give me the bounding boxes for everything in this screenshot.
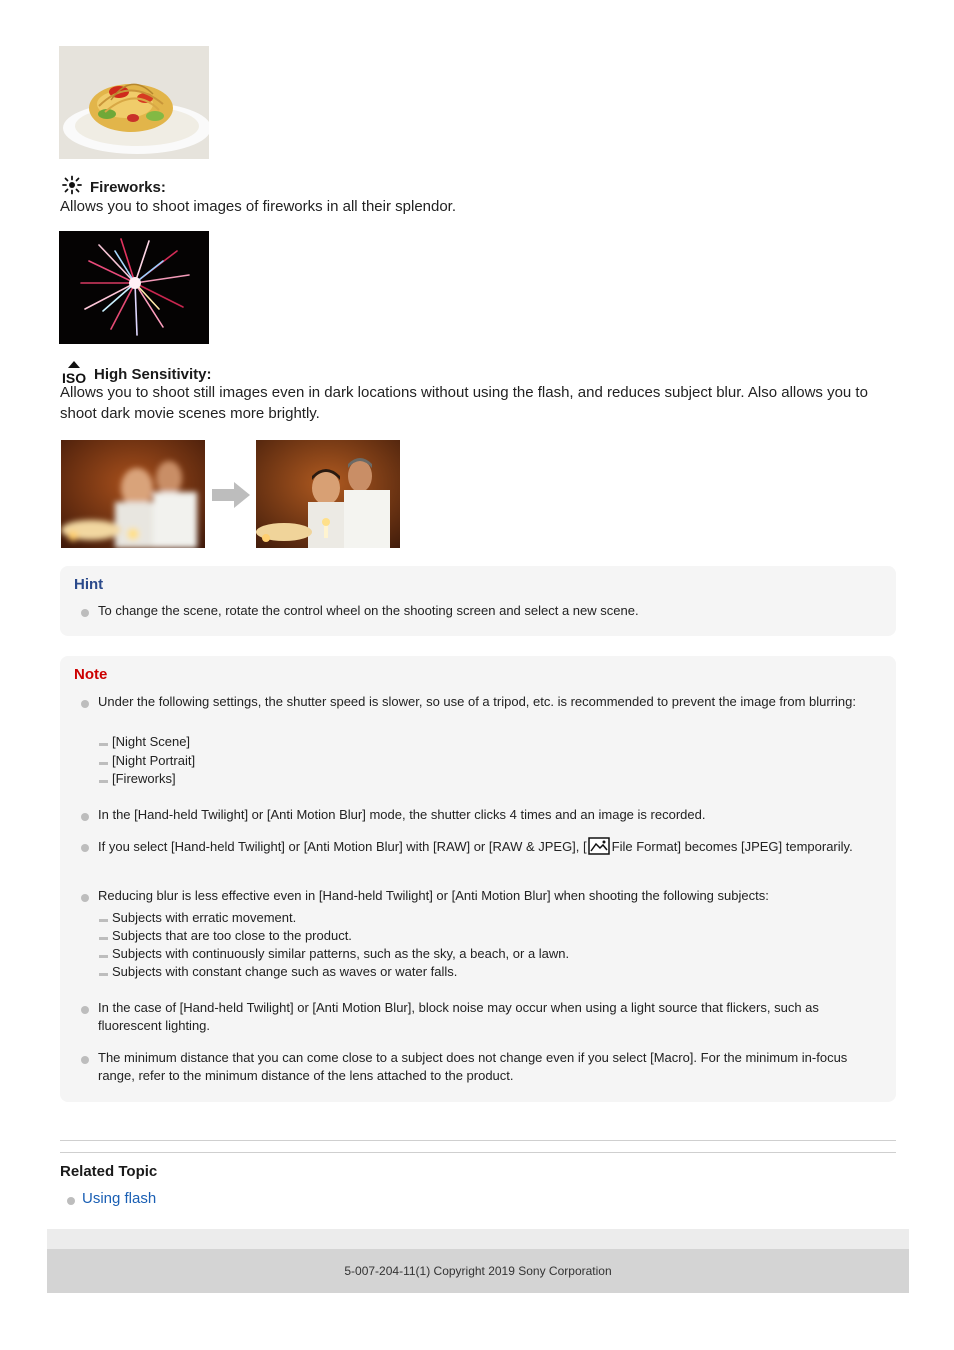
divider (60, 1152, 896, 1153)
dash-icon (99, 762, 108, 765)
dash-icon (99, 780, 108, 783)
bullet-icon (81, 813, 89, 821)
dash-icon (99, 937, 108, 940)
dash-icon (99, 743, 108, 746)
hint-box (60, 566, 896, 636)
note-item-3-after: File Format] becomes [JPEG] temporarily. (611, 839, 853, 854)
still-image-file-format-icon (588, 837, 610, 860)
hint-item: To change the scene, rotate the control wheel on the shooting screen and select a new scene. (98, 603, 639, 618)
dark-scene-before-photo (61, 440, 205, 548)
bullet-icon (81, 1006, 89, 1014)
note-subitem: Subjects with continuously similar patterns, such as the sky, a beach, or a lawn. (112, 946, 570, 961)
related-link-using-flash[interactable]: Using flash (82, 1190, 157, 1207)
note-subitem: Subjects with constant change such as waves or water falls. (112, 964, 458, 979)
bullet-icon (67, 1197, 75, 1205)
bullet-icon (81, 894, 89, 902)
copyright-text: 5-007-204-11(1) Copyright 2019 Sony Corporation (344, 1264, 612, 1278)
dash-icon (99, 919, 108, 922)
footer-band (47, 1229, 909, 1249)
dark-scene-after-photo (256, 440, 400, 548)
bullet-icon (81, 700, 89, 708)
food-sample-photo (59, 46, 209, 159)
note-item-3-before: If you select [Hand-held Twilight] or [Anti Motion Blur] with [RAW] or [RAW & JPEG], [ (98, 839, 587, 854)
note-subitem: [Night Portrait] (112, 753, 196, 768)
divider (60, 1140, 896, 1141)
hint-title: Hint (74, 576, 104, 593)
note-item-6: The minimum distance that you can come close to a subject does not change even if you select [Macro]. For the minimum in-focus range, refer to the minimum distance of the lens attached to the product. (98, 1050, 848, 1083)
dash-icon (99, 955, 108, 958)
svg-text:ISO: ISO (62, 370, 87, 384)
note-subitem: Subjects that are too close to the product. (112, 928, 352, 943)
arrow-right-icon (212, 480, 252, 515)
note-item-2: In the [Hand-held Twilight] or [Anti Motion Blur] mode, the shutter clicks 4 times and an image is recorded. (98, 807, 706, 822)
dash-icon (99, 973, 108, 976)
fireworks-description: Allows you to shoot images of fireworks in all their splendor. (60, 198, 457, 215)
fireworks-title: Fireworks: (90, 178, 166, 196)
bullet-icon (81, 1056, 89, 1064)
fireworks-sample-photo (59, 231, 209, 344)
note-item-4: Reducing blur is less effective even in [Hand-held Twilight] or [Anti Motion Blur] when shooting the following subjects: (98, 888, 769, 903)
note-subitem: [Night Scene] (112, 734, 191, 749)
bullet-icon (81, 609, 89, 617)
note-title: Note (74, 666, 108, 683)
note-subitem: [Fireworks] (112, 771, 176, 786)
high-sensitivity-title: High Sensitivity: (94, 365, 212, 383)
high-sensitivity-description: Allows you to shoot still images even in dark locations without using the flash, and reduces subject blur. Also allows you to shoot dark movie scenes more brightly. (60, 384, 868, 422)
footer (47, 1249, 909, 1293)
note-item-5: In the case of [Hand-held Twilight] or [Anti Motion Blur], block noise may occur when using a light source that flickers, such as fluorescent lighting. (98, 1000, 819, 1033)
note-item-3 (98, 837, 878, 860)
note-subitem: Subjects with erratic movement. (112, 910, 297, 925)
bullet-icon (81, 844, 89, 852)
note-item-1: Under the following settings, the shutter speed is slower, so use of a tripod, etc. is recommended to prevent the image from blurring: (98, 694, 856, 709)
related-topic-title: Related Topic (60, 1163, 158, 1180)
note-box (60, 656, 896, 1102)
